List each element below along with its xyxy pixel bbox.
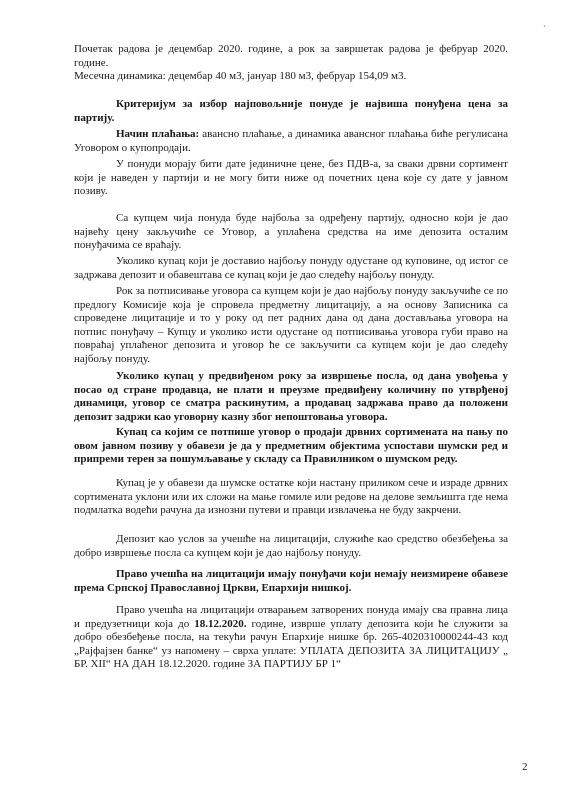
selection-criterion: Критеријум за избор најповољније понуде је највиша понуђена цена за партију. — [74, 98, 508, 124]
corner-mark: ` — [543, 24, 546, 34]
deposit-payment-text-b: године, изврше уплату депозита који ће служити за добро обезбеђење посла, на текући рачун Епархије нишке бр. 265-4020310000244-43 код „Рајфајзен банке“ уз напомену – сврха уплате: УПЛАТА ДЕПОЗИТА ЗА ЛИЦИТАЦИЈУ „ БР. XII“ НА ДАН 18.12.2020. године ЗА ПАРТИЈУ БР 1“ — [74, 617, 508, 671]
unit-prices-paragraph: У понуди морају бити дате јединичне цене, без ПДВ-а, за сваки дрвни сортимент који је наведен у партији и не могу бити ниже од почетних цена које су дате у јавном позиву. — [74, 158, 508, 198]
page-number: 2 — [522, 761, 528, 773]
contract-deadline-paragraph: Рок за потписивање уговора са купцем који је дао најбољу понуду закључиће се по предлогу Комисије која је спровела предметну лицитацију, а на основу Записника са спроведене лицитације и то у року од пет радних дана од дана достављања уговора на потпис понуђачу – Купцу и уколико исти одустане од потписивања уговора губи право на повраћај уплаћеног депозита и уговор ће се закључити са купцем који је дао следећу најбољу понуду. — [74, 285, 508, 365]
forest-order-bold-paragraph: Купац са којим се потпише уговор о продаји дрвних сортимената на пању по овом јавном позиву у обавези је да у предметним објектима успостави шумски ред и припреми терен за пошумљавање у складу са Правилником о шумском реду. — [74, 426, 508, 466]
payment-text: авансно плаћање, а динамика авансног плаћања биће регулисана Уговором о купопродаји. — [74, 128, 508, 154]
buyer-withdrawal-paragraph: Уколико купац који је доставио најбољу понуду одустане од куповине, од истог се задржава депозит и обавештава се купац који је дао следећу најбољу понуду. — [74, 255, 508, 281]
work-schedule-line: Почетак радова је децембар 2020. године, а рок за завршетак радова је фебруар 2020. године. — [74, 43, 508, 69]
deposit-payment-paragraph — [74, 604, 508, 672]
deposit-payment-text-a: Право учешћа на лицитацији отварањем затворених понуда имају сва правна лица и предузетници која до — [74, 604, 508, 630]
payment-deadline-bold-paragraph: Уколико купац у предвиђеном року за извршење посла, од дана увођења у посао од стране продавца, не плати и преузме предвиђену количину по утврђеној динамици, уговор се сматра раскинутим, а продавац задржава право да положени депозит задржи као уговорну казну због непоштовања уговора. — [74, 370, 508, 423]
deposit-deadline-date: 18.12.2020. — [194, 617, 247, 630]
deposit-paragraph: Депозит као услов за учешће на лицитацији, служиће као средство обезбеђења за добро извршење посла са купцем који је дао најбољу понуду. — [74, 533, 508, 559]
payment-label: Начин плаћања: — [116, 128, 200, 140]
buyer-contract-paragraph: Са купцем чија понуда буде најбоља за одређену партију, односно који је дао највећу цену закључиће се Уговор, а уплаћена средства на име депозита осталим понуђачима се враћају. — [74, 212, 508, 252]
participation-right-paragraph: Право учешћа на лицитацији имају понуђачи који немају неизмирене обавезе према Српској Православној Цркви, Епархији нишкој. — [74, 568, 508, 594]
monthly-dynamics-line: Месечна динамика: децембар 40 м3, јануар 180 м3, фебруар 154,09 м3. — [74, 70, 407, 82]
forest-residue-paragraph: Купац је у обавези да шумске остатке који настану приликом сече и израде дрвних сортимената уклони или их сложи на мање гомиле или редове на деловe земљишта где нема подмлатка водећи рачуна да изнозни путеви и правци извлачења не буду закрчени. — [74, 477, 508, 517]
payment-paragraph — [74, 128, 508, 155]
